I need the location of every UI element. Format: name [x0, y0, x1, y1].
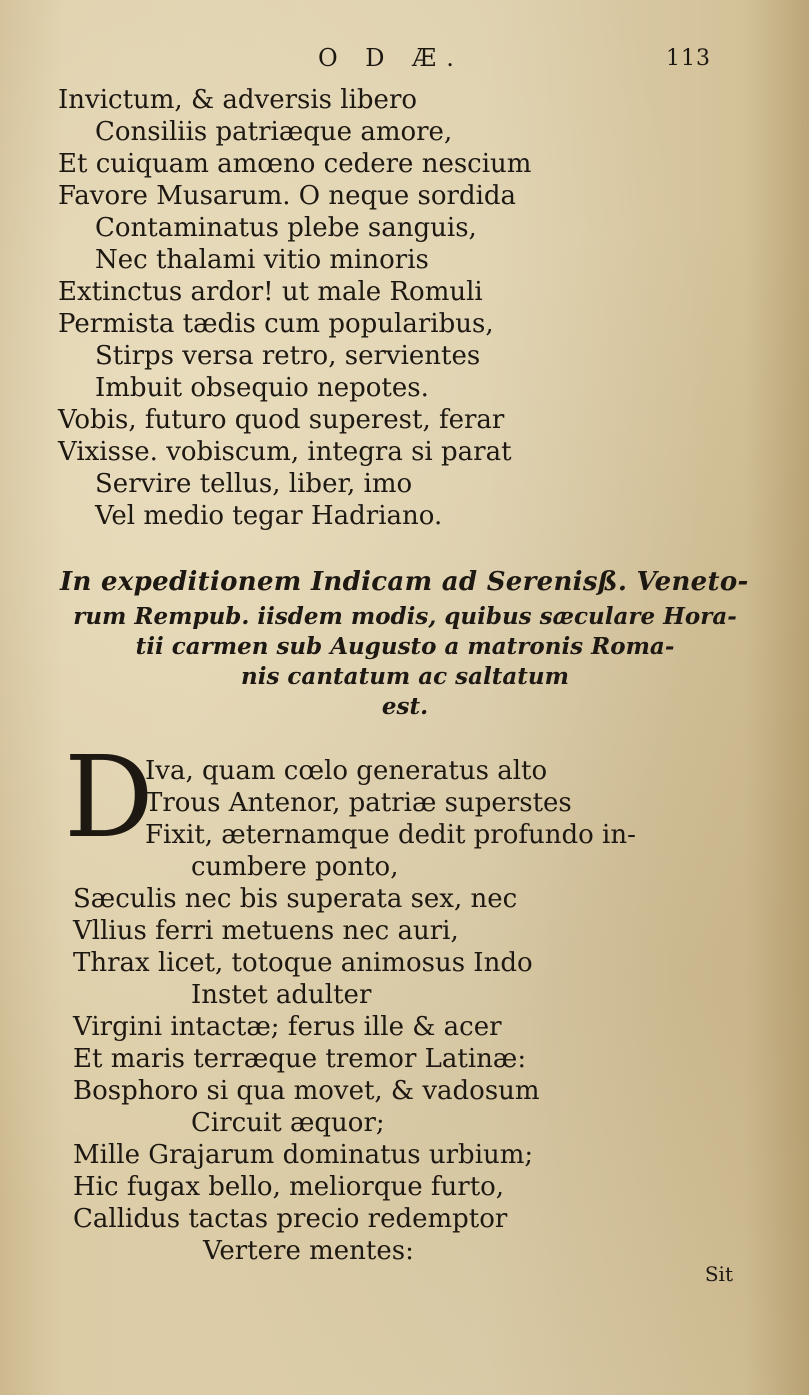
verse-line: Extinctus ardor! ut male Romuli [58, 277, 483, 307]
catchword: Sit [704, 1262, 733, 1286]
verse-line: cumbere ponto, [191, 852, 399, 882]
verse-line: Invictum, & adversis libero [58, 85, 418, 115]
verse-line: Nec thalami vitio minoris [95, 245, 429, 275]
verse-line: Bosphoro si qua movet, & vadosum [73, 1076, 540, 1106]
verse-line: Mille Grajarum dominatus urbium; [73, 1140, 534, 1170]
verse-line: Vel medio tegar Hadriano. [95, 501, 443, 531]
verse-line: Callidus tactas precio redemptor [73, 1204, 508, 1234]
verse-line: Virgini intactæ; ferus ille & acer [73, 1012, 502, 1042]
verse-line: Vixisse. vobiscum, integra si parat [58, 437, 512, 467]
verse-line: Servire tellus, liber, imo [95, 469, 413, 499]
verse-line: Vertere mentes: [203, 1236, 414, 1266]
verse-line: Thrax licet, totoque animosus Indo [73, 948, 533, 978]
verse-line: Instet adulter [191, 980, 372, 1010]
title-line: est. [381, 693, 429, 720]
verse-line: Circuit æquor; [191, 1108, 385, 1138]
verse-line: Contaminatus plebe sanguis, [95, 213, 477, 243]
verse-line: Consiliis patriæque amore, [95, 117, 453, 147]
verse-line: Et maris terræque tremor Latinæ: [73, 1044, 527, 1074]
verse-line: Permista tædis cum popularibus, [58, 309, 494, 339]
drop-cap: D [64, 733, 154, 863]
verse-line: Favore Musarum. O neque sordida [58, 181, 517, 211]
poem-stanza-continued [58, 84, 658, 532]
verse-line: Iva, quam cœlo generatus alto [145, 756, 548, 786]
running-head: O D Æ. [318, 44, 464, 72]
verse-line: Sæculis nec bis superata sex, nec [73, 884, 518, 914]
verse-line: Vllius ferri metuens nec auri, [73, 916, 459, 946]
poem-ode [73, 755, 713, 1267]
page-header [0, 44, 809, 78]
title-line: rum Rempub. iisdem modis, quibus sæculare Hora- [73, 603, 737, 630]
page-number: 113 [666, 46, 711, 71]
title-line: tii carmen sub Augusto a matronis Roma- [135, 633, 675, 660]
verse-line: Vobis, futuro quod superest, ferar [58, 405, 505, 435]
verse-line: Trous Antenor, patriæ superstes [145, 788, 572, 818]
poem-title [60, 562, 750, 722]
title-line: nis cantatum ac saltatum [241, 663, 569, 690]
verse-line: Fixit, æternamque dedit profundo in- [145, 820, 636, 850]
verse-line: Hic fugax bello, meliorque furto, [73, 1172, 505, 1202]
verse-line: Stirps versa retro, servientes [95, 341, 481, 371]
verse-line: Et cuiquam amœno cedere nescium [58, 149, 532, 179]
title-line: In expeditionem Indicam ad Serenisß. Veneto- [60, 567, 749, 597]
verse-line: Imbuit obsequio nepotes. [95, 373, 429, 403]
